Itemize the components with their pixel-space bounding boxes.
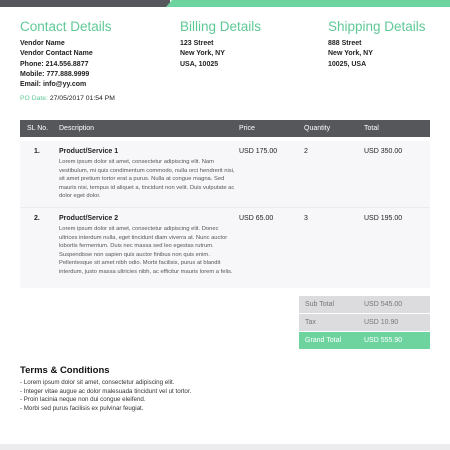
tax-value: USD 10.90 (364, 319, 399, 326)
header-description: Description (59, 125, 95, 132)
terms-item: - Lorem ipsum dolor sit amet, consectetur adipiscing elit. (20, 379, 175, 386)
table-row (20, 207, 430, 288)
terms-item: - Proin lacinia neque non dui congue eleifend. (20, 396, 146, 403)
top-bar-dark-segment (0, 0, 170, 7)
table-row (20, 141, 430, 207)
row-sl-no: 2. (34, 215, 40, 222)
row-item-description: Lorem ipsum dolor sit amet, consectetur adipiscing elit. Nam vestibulum, mi quis condimentum commodo, nulla orci hendrerit nisi, sit amet pretium tortor erat a purus. Nulla at congue magna. Sed mauris nisi, tempus id aliquet a, tincidunt non velit. Duis vulputate ac dolor eget dolor. (59, 159, 235, 200)
bottom-bar (0, 444, 450, 450)
vendor-name: Vendor Name (20, 40, 65, 47)
subtotal-label: Sub Total (305, 301, 335, 308)
line-items-table (20, 120, 430, 288)
tax-row (299, 314, 430, 331)
terms-title: Terms & Conditions (20, 365, 110, 376)
contact-details-section (20, 19, 112, 90)
vendor-email: Email: info@yy.com (20, 81, 87, 89)
shipping-city: New York, NY (328, 50, 373, 58)
row-quantity: 3 (304, 215, 308, 222)
grand-total-row (299, 332, 430, 349)
tax-label: Tax (305, 319, 316, 326)
top-bar-green-segment (166, 0, 450, 7)
row-total: USD 350.00 (364, 148, 403, 155)
row-price: USD 65.00 (239, 215, 274, 222)
subtotal-row (299, 296, 430, 313)
terms-item: - Integer vitae augue ac dolor malesuada tincidunt vel ut tortor. (20, 387, 192, 395)
top-accent-bar (0, 0, 450, 7)
row-total: USD 195.00 (364, 215, 403, 222)
header-sl-no: SL No. (27, 125, 49, 132)
row-item-description: Lorem ipsum dolor sit amet, consectetur adipiscing elit. Donec ultrices interdum nulla, eget tincidunt diam viverra at. Nunc auctor lobortis fermentum. Duis nec massa sed leo egestas rutrum. Suspendisse non sapien quis auctor finibus non quis enim. Pellentesque sit amet nibh odio. Morbi facilisis, purus at blandit interdum, justo massa ultricies nibh, ac efficitur mauris lorem a felis. (59, 226, 233, 275)
row-sl-no: 1. (34, 148, 40, 155)
terms-item: - Morbi sed purus facilisis ex pulvinar feugiat. (20, 404, 144, 412)
row-item-name: Product/Service 2 (59, 215, 119, 222)
header-price: Price (239, 125, 255, 132)
totals-summary (299, 296, 430, 350)
shipping-details-title: Shipping Details (328, 19, 426, 34)
table-header (20, 120, 430, 137)
billing-details-title: Billing Details (180, 19, 262, 34)
header-total: Total (364, 125, 379, 132)
vendor-contact-name: Vendor Contact Name (20, 50, 93, 58)
billing-country-zip: USA, 10025 (180, 60, 219, 68)
terms-section (20, 365, 191, 413)
contact-details-title: Contact Details (20, 19, 112, 34)
vendor-phone: Phone: 214.556.8877 (20, 60, 89, 68)
shipping-zip-country: 10025, USA (328, 60, 367, 68)
grand-total-label: Grand Total (305, 337, 342, 344)
row-quantity: 2 (304, 148, 308, 155)
subtotal-value: USD 545.00 (364, 301, 403, 308)
grand-total-value: USD 555.90 (364, 337, 403, 344)
shipping-details-section (328, 19, 426, 70)
vendor-mobile: Mobile: 777.888.9999 (20, 70, 90, 78)
billing-details-section (180, 19, 261, 70)
header-quantity: Quantity (304, 125, 331, 132)
row-price: USD 175.00 (239, 148, 278, 155)
billing-city: New York, NY (180, 50, 225, 58)
po-date-value: 27/05/2017 01:54 PM (49, 95, 115, 102)
billing-street: 123 Street (180, 40, 214, 47)
po-date-label: PO Date: (20, 95, 48, 102)
shipping-street: 888 Street (328, 40, 362, 47)
po-date (20, 95, 115, 102)
row-item-name: Product/Service 1 (59, 148, 119, 155)
